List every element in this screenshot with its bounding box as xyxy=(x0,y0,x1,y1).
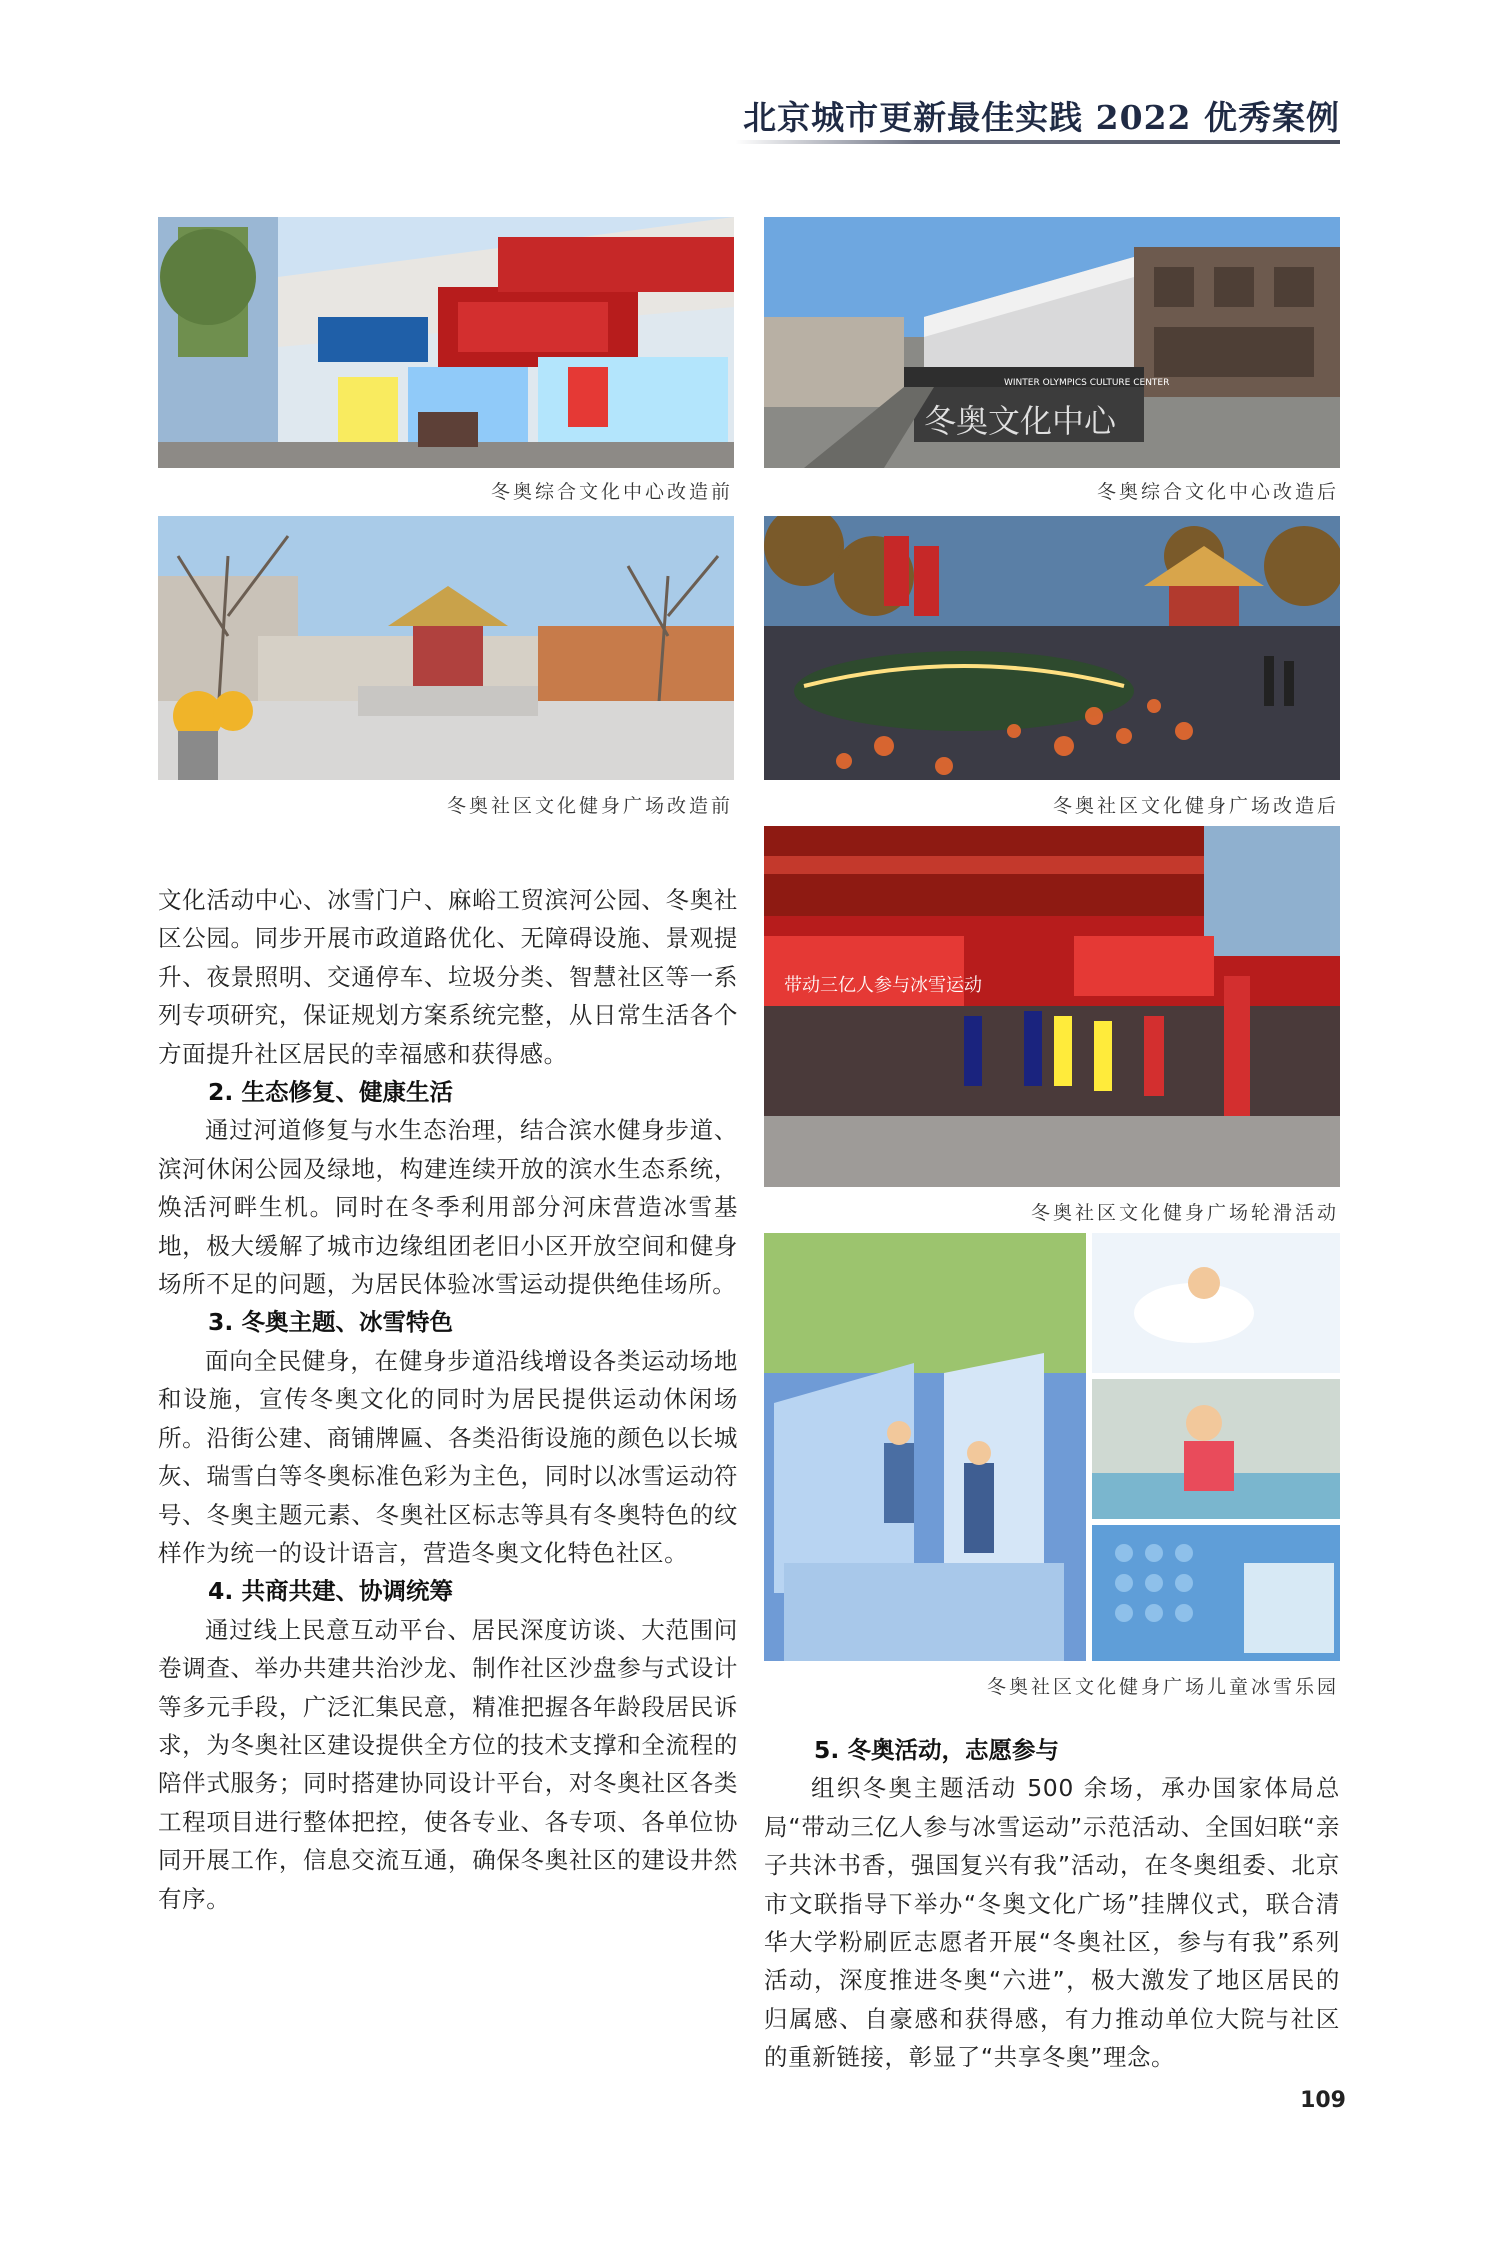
left-text-column xyxy=(158,881,738,1918)
photo-kids-snow-park xyxy=(764,1233,1340,1661)
header-rule xyxy=(735,140,1340,144)
photo-culture-center-after xyxy=(764,217,1340,468)
caption-plaza-after: 冬奥社区文化健身广场改造后 xyxy=(1052,795,1339,817)
center-sign-text: 冬奥文化中心 xyxy=(924,402,1117,440)
section-heading-4: 4. 共商共建、协调统筹 xyxy=(208,1577,453,1606)
section-heading-2: 2. 生态修复、健康生活 xyxy=(208,1078,453,1107)
section-4-paragraph: 通过线上民意互动平台、居民深度访谈、大范围问卷调查、举办共建共治沙龙、制作社区沙盘参与式设计等多元手段，广泛汇集民意，精准把握各年龄段居民诉求，为冬奥社区建设提供全方位的技术支撑和全流程的陪伴式服务；同时搭建协同设计平台，对冬奥社区各类工程项目进行整体把控，使各专业、各专项、各单位协同开展工作，信息交流互通，确保冬奥社区的建设井然有序。 xyxy=(158,1615,738,1913)
caption-roller-skating: 冬奥社区文化健身广场轮滑活动 xyxy=(1030,1202,1339,1224)
event-banner-text: 带动三亿人参与冰雪运动 xyxy=(784,975,982,996)
section-heading-3: 3. 冬奥主题、冰雪特色 xyxy=(208,1308,453,1337)
section-2-paragraph: 通过河道修复与水生态治理，结合滨水健身步道、滨河休闲公园及绿地，构建连续开放的滨水生态系统，焕活河畔生机。同时在冬季利用部分河床营造冰雪基地，极大缓解了城市边缘组团老旧小区开放空间和健身场所不足的问题，为居民体验冰雪运动提供绝佳场所。 xyxy=(158,1116,738,1299)
caption-kids-snow-park: 冬奥社区文化健身广场儿童冰雪乐园 xyxy=(986,1676,1339,1698)
caption-culture-center-before: 冬奥综合文化中心改造前 xyxy=(490,481,733,503)
page-number: 109 xyxy=(1300,2088,1346,2113)
section-heading-5: 5. 冬奥活动，志愿参与 xyxy=(814,1736,1059,1764)
section-3-paragraph: 面向全民健身，在健身步道沿线增设各类运动场地和设施，宣传冬奥文化的同时为居民提供运动休闲场所。沿街公建、商铺牌匾、各类沿街设施的颜色以长城灰、瑞雪白等冬奥标准色彩为主色，同时以冰雪运动符号、冬奥主题元素、冬奥社区标志等具有冬奥特色的纹样作为统一的设计语言，营造冬奥文化特色社区。 xyxy=(158,1346,738,1567)
caption-plaza-before: 冬奥社区文化健身广场改造前 xyxy=(446,795,733,817)
photo-culture-center-before xyxy=(158,217,734,468)
right-text-column xyxy=(764,1731,1340,2077)
intro-paragraph: 文化活动中心、冰雪门户、麻峪工贸滨河公园、冬奥社区公园。同步开展市政道路优化、无障碍设施、景观提升、夜景照明、交通停车、垃圾分类、智慧社区等一系列专项研究，保证规划方案系统完整，从日常生活各个方面提升社区居民的幸福感和获得感。 xyxy=(158,886,738,1068)
running-header: 北京城市更新最佳实践 2022 优秀案例 xyxy=(743,98,1340,137)
photo-roller-skating-event xyxy=(764,826,1340,1187)
center-sign-english: WINTER OLYMPICS CULTURE CENTER xyxy=(1004,378,1170,388)
section-5-paragraph: 组织冬奥主题活动 500 余场，承办国家体局总局“带动三亿人参与冰雪运动”示范活动、全国妇联“亲子共沐书香，强国复兴有我”活动，在冬奥组委、北京市文联指导下举办“冬奥文化广场”挂牌仪式，联合清华大学粉刷匠志愿者开展“冬奥社区，参与有我”系列活动，深度推进冬奥“六进”，极大激发了地区居民的归属感、自豪感和获得感，有力推动单位大院与社区的重新链接，彰显了“共享冬奥”理念。 xyxy=(764,1774,1340,2072)
caption-culture-center-after: 冬奥综合文化中心改造后 xyxy=(1096,481,1339,503)
photo-plaza-after xyxy=(764,516,1340,780)
photo-plaza-before xyxy=(158,516,734,780)
